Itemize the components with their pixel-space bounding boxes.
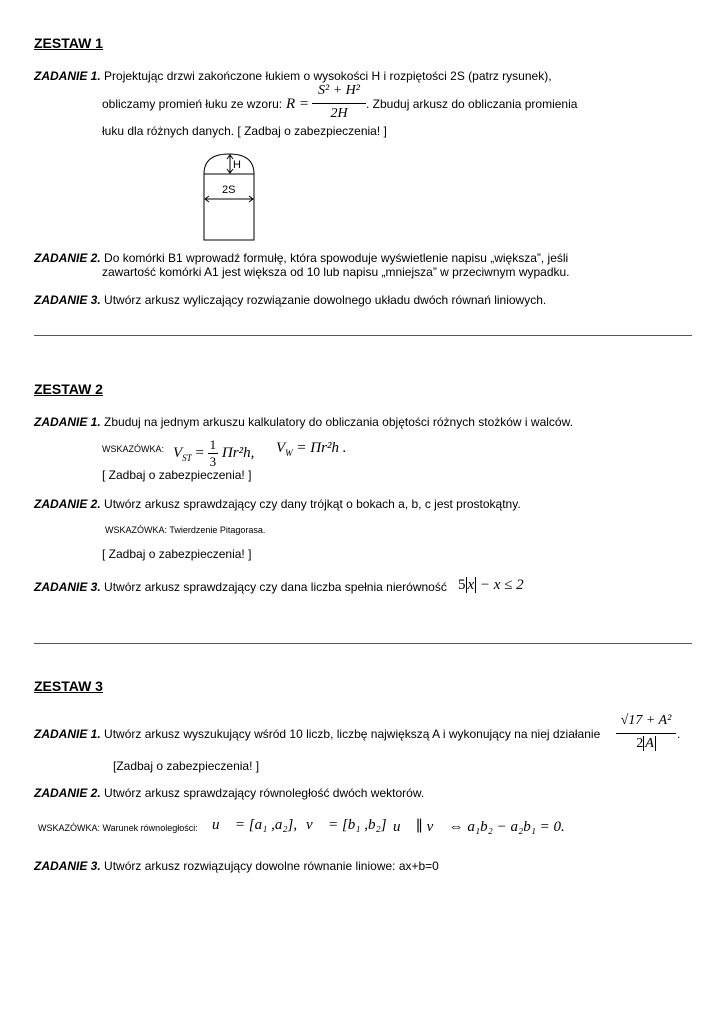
zestaw2-task3-text: Utwórz arkusz sprawdzający czy dana liczba spełnia nierówność (104, 580, 447, 594)
one-third-fraction (208, 437, 219, 470)
section-divider-1 (34, 335, 692, 336)
cone-volume-symbol: V (173, 444, 183, 461)
section-divider-2 (34, 643, 692, 644)
zestaw1-task1-text: Projektując drzwi zakończone łukiem o wysokości H i rozpiętości 2S (patrz rysunek), (104, 69, 552, 83)
parallel-condition: u⃗ ∥ v⃗ ⇔ a₁b₂ − a₂b₁ = 0. (393, 819, 565, 835)
cone-volume-rhs: Πr²h, (221, 444, 255, 461)
zestaw3-task1-text: Utwórz arkusz wyszukujący wśród 10 liczb, liczbę największą A i wykonujący na niej działanie (104, 727, 601, 741)
zestaw2-task2-label: ZADANIE 2. (34, 497, 101, 511)
zestaw2-formula-cylinder (276, 440, 346, 458)
zestaw3-task1-secure: [Zadbaj o zabezpieczenia! ] (113, 759, 260, 773)
zestaw3-task2-hint-label: WSKAZÓWKA: Warunek równoległości: (38, 823, 198, 833)
zestaw1-task1-line3: łuku dla różnych danych. [ Zadbaj o zabezpieczenia! ] (102, 124, 387, 138)
zestaw2-task2-secure: [ Zadbaj o zabezpieczenia! ] (102, 547, 252, 561)
zestaw3-task3-text: Utwórz arkusz rozwiązujący dowolne równanie liniowe: ax+b=0 (104, 859, 439, 873)
zestaw2-task2-line1 (34, 497, 521, 511)
zestaw3-formula-denominator (616, 736, 676, 752)
door-outline (204, 154, 254, 240)
inequality-rest: − x ≤ 2 (479, 577, 524, 593)
zestaw1-formula-R: R = (286, 96, 310, 112)
zestaw1-task3-label: ZADANIE 3. (34, 293, 101, 307)
vector-u-definition: u⃗ = [a₁ ,a₂], (212, 817, 298, 833)
inequality-coefficient: 5 (458, 577, 466, 593)
zestaw1-task3-line1 (34, 293, 546, 307)
fraction-numerator: 1 (209, 437, 217, 452)
zestaw2-task1-line1 (34, 415, 573, 429)
zestaw1-task1-formula-text: obliczamy promień łuku ze wzoru: (102, 97, 283, 111)
zestaw1-task2-label: ZADANIE 2. (34, 251, 101, 265)
zestaw1-formula-numerator: S² + H² (318, 83, 360, 98)
zestaw1-task2-text1: Do komórki B1 wprowadź formułę, która spowoduje wyświetlenie napisu „większa”, jeśli (104, 251, 569, 265)
zestaw3-formula-fraction-line (616, 733, 676, 734)
zestaw2-task2-hint: WSKAZÓWKA: Twierdzenie Pitagorasa. (105, 525, 266, 535)
zestaw3-task1-line1 (34, 727, 600, 741)
zestaw1-formula-fraction-line (312, 103, 366, 104)
cylinder-volume-symbol: V (276, 440, 286, 456)
zestaw1-task1-label: ZADANIE 1. (34, 69, 101, 83)
zestaw3-task3-line1 (34, 859, 439, 873)
zestaw2-formula-cone: $V_{ST}$ = $\frac{1}{3}$ Πr²h, (173, 437, 255, 469)
zestaw3-task2-line1 (34, 786, 424, 800)
cylinder-volume-subscript: W (285, 448, 293, 458)
cylinder-volume-rhs: = Πr²h . (296, 440, 347, 456)
zestaw3-task2-label: ZADANIE 2. (34, 786, 101, 800)
zestaw1-task3-text: Utwórz arkusz wyliczający rozwiązanie dowolnego układu dwóch równań liniowych. (104, 293, 547, 307)
figure-label-2S: 2S (222, 184, 236, 196)
zestaw3-formula-end: . (677, 727, 681, 741)
fraction-denominator: 3 (209, 454, 217, 469)
vector-v-definition: v⃗ = [b₁ ,b₂] (306, 817, 387, 833)
zestaw2-task1-label: ZADANIE 1. (34, 415, 101, 429)
zestaw2-title: ZESTAW 2 (34, 381, 103, 397)
zestaw2-task1-text: Zbuduj na jednym arkuszu kalkulatory do obliczania objętości różnych stożków i walców. (104, 415, 573, 429)
zestaw2-task2-text: Utwórz arkusz sprawdzający czy dany trójkąt o bokach a, b, c jest prostokątny. (104, 497, 521, 511)
zestaw2-inequality (458, 577, 524, 594)
zestaw3-formula-numerator: √17 + A² (620, 713, 672, 728)
zestaw1-task2-line2: zawartość komórki A1 jest większa od 10 lub napisu „mniejsza” w przeciwnym wypadku. (102, 265, 570, 279)
zestaw1-formula-denominator: 2H (330, 106, 348, 121)
denominator-factor: 2 (636, 736, 644, 751)
denominator-absolute-A: A (645, 736, 654, 751)
zestaw2-task1-hint-label: WSKAZÓWKA: (102, 444, 165, 454)
zestaw1-task1-formula-post: . Zbuduj arkusz do obliczania promienia (366, 97, 578, 111)
figure-label-H: H (233, 159, 241, 171)
zestaw3-title: ZESTAW 3 (34, 678, 103, 694)
zestaw2-task3-line1 (34, 580, 447, 594)
zestaw2-task1-secure: [ Zadbaj o zabezpieczenia! ] (102, 468, 252, 482)
zestaw3-task3-label: ZADANIE 3. (34, 859, 101, 873)
inequality-absolute-x: x (467, 577, 475, 593)
zestaw2-task3-label: ZADANIE 3. (34, 580, 101, 594)
zestaw1-title: ZESTAW 1 (34, 35, 103, 51)
cone-volume-subscript: ST (182, 452, 192, 463)
zestaw3-task1-label: ZADANIE 1. (34, 727, 101, 741)
zestaw1-task1-line1 (34, 69, 552, 83)
zestaw1-task2-line1 (34, 251, 568, 265)
zestaw3-task2-text: Utwórz arkusz sprawdzający równoległość dwóch wektorów. (104, 786, 425, 800)
